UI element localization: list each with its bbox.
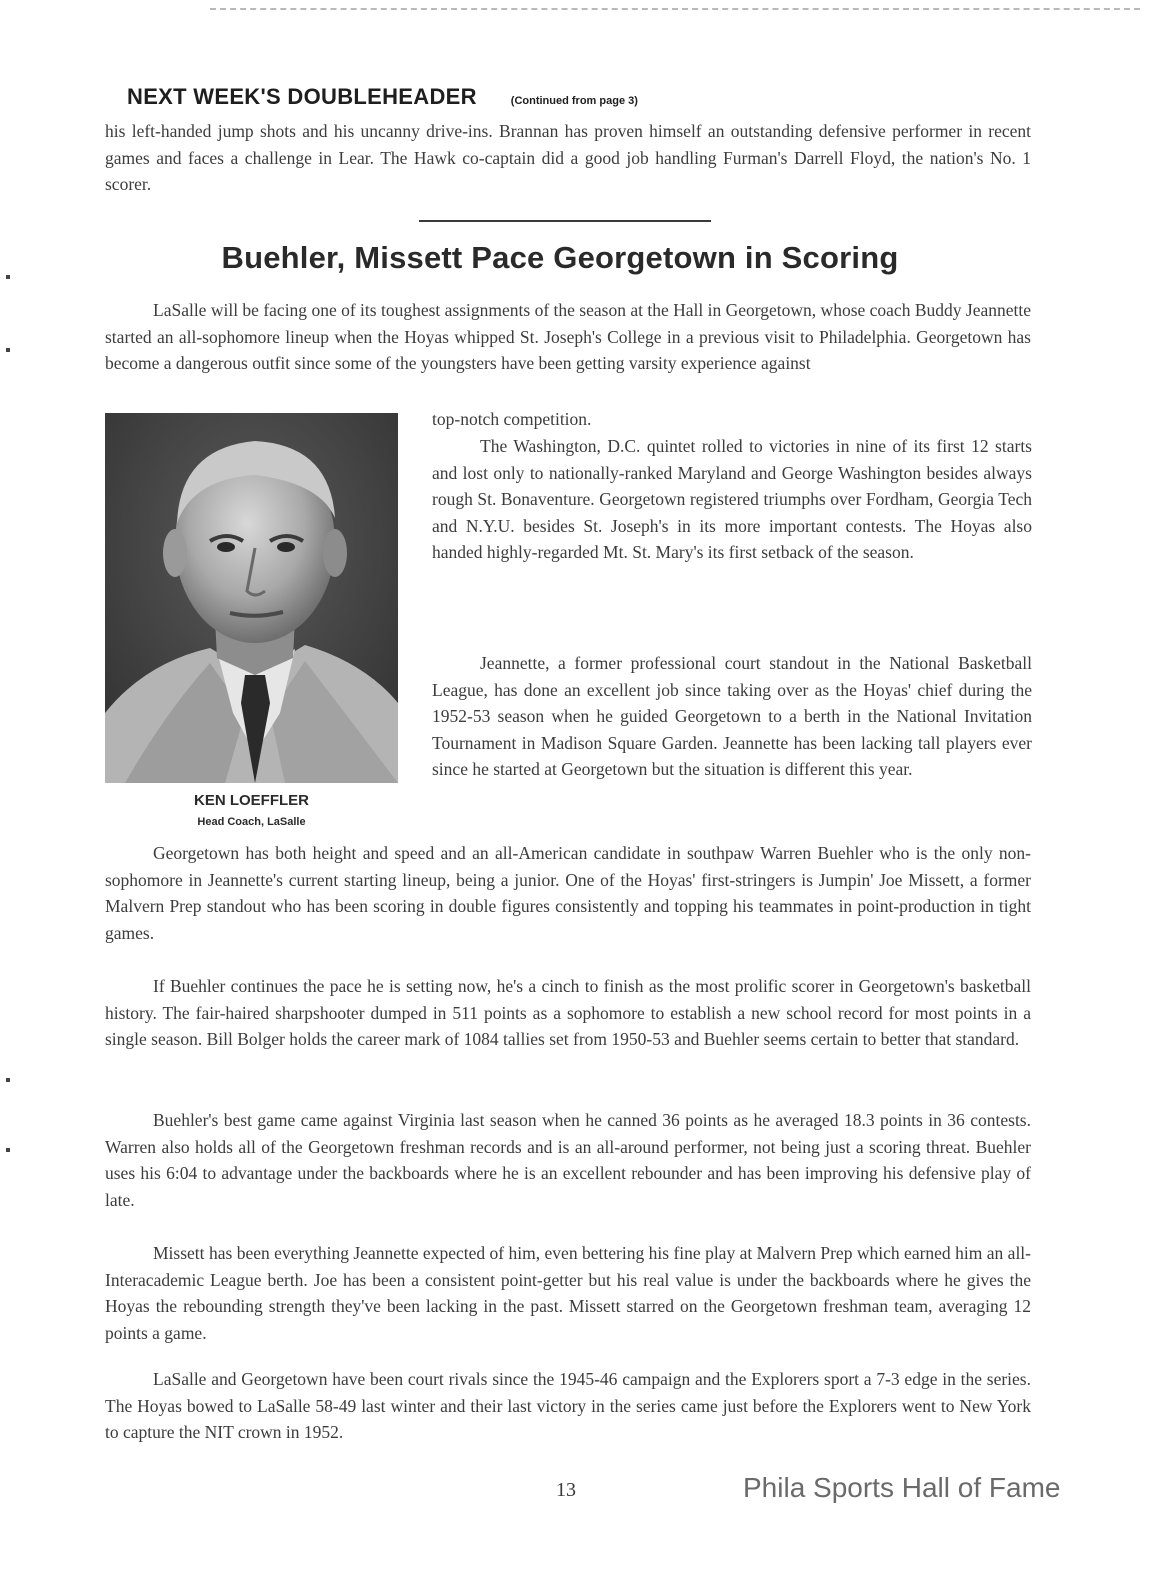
photo-caption-name: KEN LOEFFLER bbox=[194, 792, 309, 809]
article-headline: Buehler, Missett Pace Georgetown in Scoring bbox=[221, 240, 899, 275]
section-header-title: NEXT WEEK'S DOUBLEHEADER bbox=[127, 84, 477, 109]
article-paragraph-7: Missett has been everything Jeannette expected of him, even bettering his fine play at Malvern Prep which earned him an all-Interacademic League berth. Joe has been a consistent point-getter but his real value is under the backboards where he gives the Hoyas the rebounding strength they've been lacking in the past. Missett starred on the Georgetown freshman team, averaging 12 points a game. bbox=[105, 1243, 1031, 1343]
divider-rule bbox=[419, 220, 711, 222]
top-dashed-rule bbox=[210, 8, 1140, 10]
margin-mark bbox=[6, 1078, 10, 1082]
article-paragraph-3: Jeannette, a former professional court standout in the National Basketball League, has done an excellent job since taking over as the Hoyas' chief during the 1952-53 season when he guided Georgetown to a berth in the National Invitation Tournament in Madison Square Garden. Jeannette has been lacking tall players ever since he started at Georgetown but the situation is different this year. bbox=[432, 653, 1032, 779]
article-paragraph-5: If Buehler continues the pace he is setting now, he's a cinch to finish as the most prolific scorer in Georgetown's basketball history. The fair-haired sharpshooter dumped in 511 points as a sophomore to establish a new school record for most points in a single season. Bill Bolger holds the career mark of 1084 tallies set from 1950-53 and Buehler seems certain to better that standard. bbox=[105, 976, 1031, 1049]
photo-caption-role: Head Coach, LaSalle bbox=[197, 816, 306, 828]
continued-paragraph: his left-handed jump shots and his uncanny drive-ins. Brannan has proven himself an outstanding defensive performer in recent games and faces a challenge in Lear. The Hawk co-captain did a good job handling Furman's Darrell Floyd, the nation's No. 1 scorer. bbox=[105, 121, 1031, 194]
article-paragraph-6: Buehler's best game came against Virginia last season when he canned 36 points as he averaged 18.3 points in 36 contests. Warren also holds all of the Georgetown freshman records and is an all-around performer, not being just a scoring threat. Buehler uses his 6:04 to advantage under the backboards where he is an excellent rebounder and has been improving his defensive play of late. bbox=[105, 1110, 1031, 1210]
coach-portrait-image bbox=[105, 413, 398, 783]
coach-photo bbox=[105, 413, 398, 783]
continued-note: (Continued from page 3) bbox=[510, 95, 638, 107]
article-paragraph-2: The Washington, D.C. quintet rolled to victories in nine of its first 12 starts and lost only to nationally-ranked Maryland and George Washington besides always rough St. Bonaventure. Georgetown registered triumphs over Fordham, Georgia Tech and N.Y.U. besides St. Joseph's in its more important contests. The Hoyas also handed highly-regarded Mt. St. Mary's its first setback of the season. bbox=[432, 436, 1032, 562]
article-paragraph-8: LaSalle and Georgetown have been court rivals since the 1945-46 campaign and the Explorers sport a 7-3 edge in the series. The Hoyas bowed to LaSalle 58-49 last winter and their last victory in the series came just before the Explorers went to New York to capture the NIT crown in 1952. bbox=[105, 1369, 1031, 1442]
source-watermark: Phila Sports Hall of Fame bbox=[743, 1472, 1061, 1503]
margin-mark bbox=[6, 348, 10, 352]
article-paragraph-4: Georgetown has both height and speed and an all-American candidate in southpaw Warren Buehler who is the only non-sophomore in Jeannette's current starting lineup, being a junior. One of the Hoyas' first-stringers is Jumpin' Joe Missett, a former Malvern Prep standout who has been scoring in double figures consistently and topping his teammates in point-production in tight games. bbox=[105, 843, 1031, 943]
article-paragraph-1-tail: top-notch competition. bbox=[432, 409, 592, 429]
article-paragraph-1: LaSalle will be facing one of its toughest assignments of the season at the Hall in Georgetown, whose coach Buddy Jeannette started an all-sophomore lineup when the Hoyas whipped St. Joseph's College in a previous visit to Philadelphia. Georgetown has become a dangerous outfit since some of the youngsters have been getting varsity experience against bbox=[105, 300, 1031, 373]
margin-mark bbox=[6, 275, 10, 279]
page-number: 13 bbox=[556, 1479, 576, 1501]
section-header bbox=[127, 84, 638, 110]
margin-mark bbox=[6, 1148, 10, 1152]
